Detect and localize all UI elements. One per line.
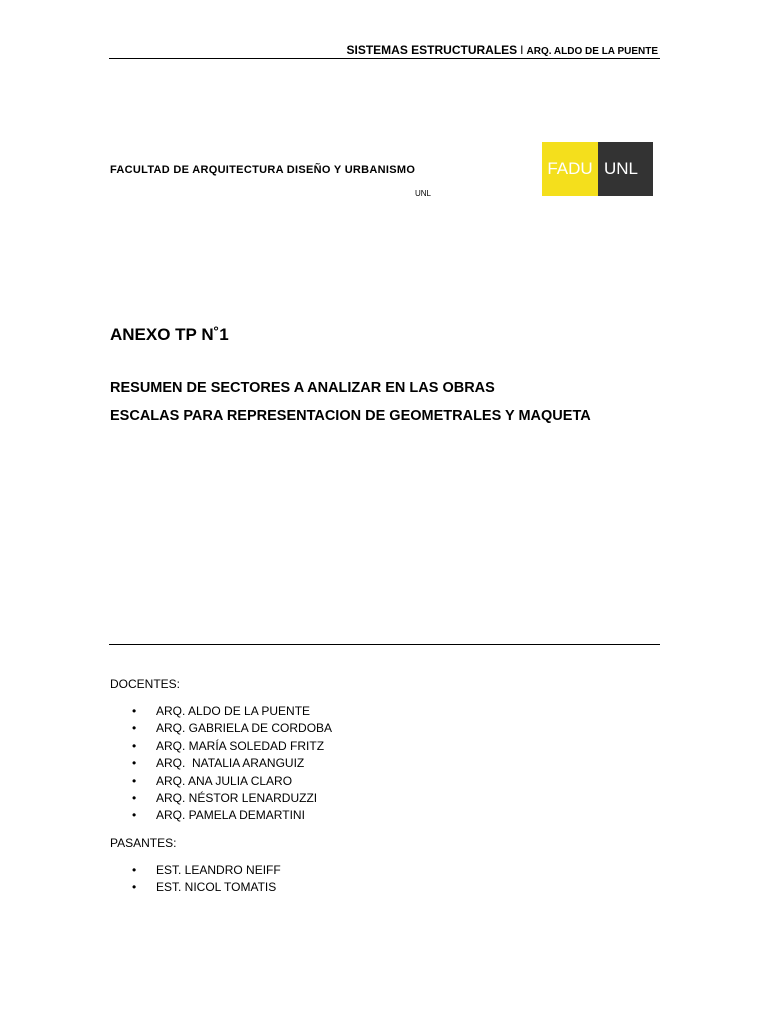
docente-name: ARQ. GABRIELA DE CORDOBA: [156, 721, 333, 736]
page-header: [346, 43, 658, 57]
bullet-icon: •: [132, 808, 137, 823]
bullet-icon: •: [132, 721, 137, 736]
document-title: ANEXO TP N˚1: [110, 325, 229, 344]
course-name: SISTEMAS ESTRUCTURALES: [346, 43, 518, 57]
logo-unl-block: UNL: [598, 142, 653, 196]
header-divider: [109, 58, 660, 59]
docente-name: ARQ. ANA JULIA CLARO: [156, 773, 293, 788]
docente-name: ARQ. NATALIA ARANGUIZ: [156, 756, 305, 771]
list-item: [110, 720, 332, 737]
pasante-name: EST. LEANDRO NEIFF: [156, 863, 281, 877]
list-item: [110, 807, 332, 824]
docente-name: ARQ. ALDO DE LA PUENTE: [156, 704, 311, 718]
document-subtitle-2: ESCALAS PARA REPRESENTACION DE GEOMETRALES Y MAQUETA: [110, 408, 591, 424]
bullet-icon: •: [132, 790, 137, 805]
docente-name: ARQ. NÉSTOR LENARDUZZI: [156, 790, 318, 805]
list-item: [110, 755, 332, 772]
bullet-icon: •: [132, 738, 137, 753]
logo-fadu-block: FADU: [542, 142, 598, 196]
bullet-icon: •: [132, 863, 137, 877]
list-item: [110, 879, 281, 896]
bullet-icon: •: [132, 704, 137, 718]
bullet-icon: •: [132, 756, 137, 771]
section-divider: [109, 644, 660, 645]
list-item: [110, 703, 332, 720]
docentes-label: DOCENTES:: [110, 677, 181, 691]
document-subtitle-1: RESUMEN DE SECTORES A ANALIZAR EN LAS OBRAS: [110, 380, 495, 396]
bullet-icon: •: [132, 880, 137, 895]
bullet-icon: •: [132, 773, 137, 788]
list-item: [110, 790, 332, 807]
pasantes-label: PASANTES:: [110, 836, 177, 850]
university-name: UNL: [415, 189, 432, 198]
list-item: [110, 773, 332, 790]
docente-name: ARQ. PAMELA DEMARTINI: [156, 808, 305, 823]
list-item: [110, 738, 332, 755]
header-separator: I: [520, 43, 524, 57]
docentes-list: [110, 703, 332, 825]
fadu-unl-logo: [542, 142, 653, 196]
pasantes-list: [110, 862, 281, 897]
list-item: [110, 862, 281, 879]
pasante-name: EST. NICOL TOMATIS: [156, 880, 277, 895]
header-author: ARQ. ALDO DE LA PUENTE: [526, 46, 658, 57]
docente-name: ARQ. MARÍA SOLEDAD FRITZ: [156, 738, 325, 753]
faculty-name: FACULTAD DE ARQUITECTURA DISEÑO Y URBANISMO: [110, 164, 416, 176]
